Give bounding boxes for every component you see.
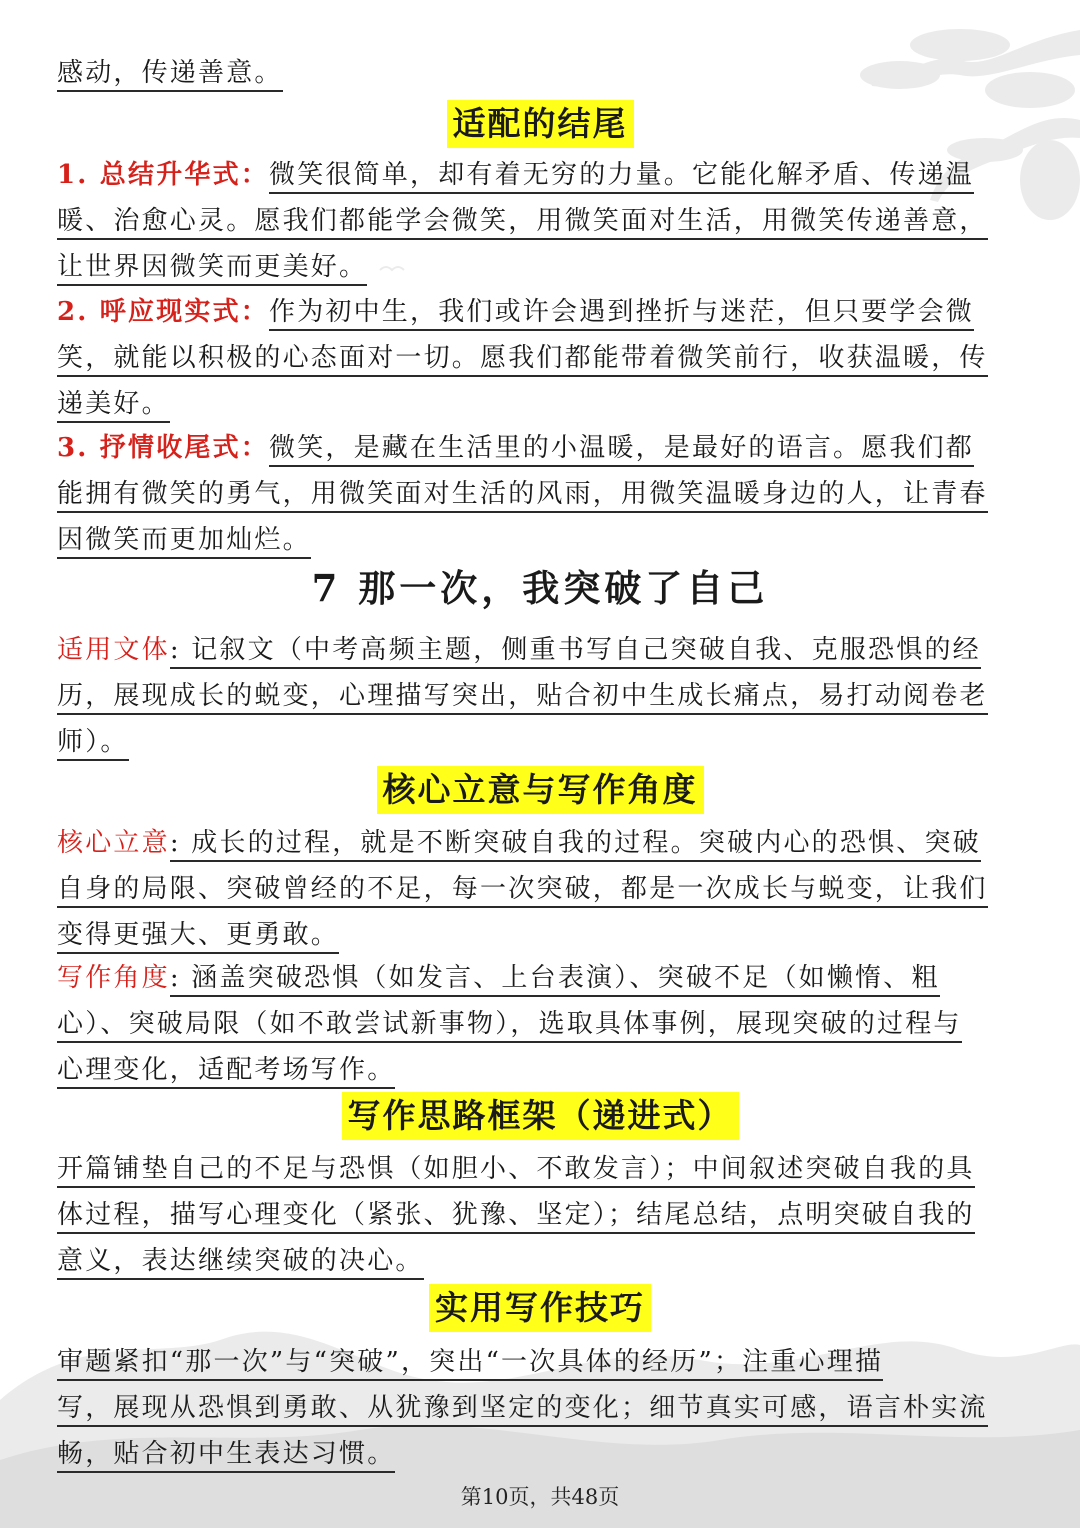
genre-label: 适用文体 — [57, 635, 170, 665]
page-number: 第10页，共48页 — [460, 1485, 620, 1509]
section-heading-core — [0, 766, 1080, 814]
framework-paragraph: 开篇铺垫自己的不足与恐惧（如胆小、不敢发言）；中间叙述突破自我的具 体过程，描写心理变化（紧张、犹豫、坚定）；结尾总结，点明突破自我的 意义，表达继续突破的决心。 — [57, 1146, 1017, 1284]
topic-title: 7 那一次，我突破了自己 — [311, 566, 769, 610]
core-idea-paragraph: 核心立意: 成长的过程，就是不断突破自我的过程。突破内心的恐惧、突破 自身的局限、突破曾经的不足，每一次突破，都是一次成长与蜕变，让我们 变得更强大、更勇敢。 — [57, 820, 1017, 958]
angle-label: 写作角度 — [57, 963, 170, 993]
genre-paragraph: 适用文体: 记叙文（中考高频主题，侧重书写自己突破自我、克服恐惧的经 历，展现成长的蜕变，心理描写突出，贴合初中生成长痛点，易打动阅卷老 师）。 — [57, 627, 1017, 765]
core-label: 核心立意 — [57, 828, 170, 858]
ending-item-2: 2. 呼应现实式：作为初中生，我们或许会遇到挫折与迷茫，但只要学会微 笑，就能以积极的心态面对一切。愿我们都能带着微笑前行，收获温暖，传 递美好。 — [57, 289, 1017, 427]
section-heading-ending — [0, 100, 1080, 148]
continued-text: 感动，传递善意。 — [57, 50, 1017, 96]
ending-item-1: 1. 总结升华式：微笑很简单，却有着无穷的力量。它能化解矛盾、传递温 暖、治愈心灵。愿我们都能学会微笑，用微笑面对生活，用微笑传递善意， 让世界因微笑而更美好。 — [57, 152, 1017, 290]
item-label: 1. 总结升华式： — [57, 160, 269, 190]
heading-highlight: 实用写作技巧 — [429, 1284, 651, 1332]
heading-highlight: 写作思路框架（递进式） — [342, 1092, 739, 1140]
section-heading-tips — [0, 1284, 1080, 1332]
tips-paragraph: 审题紧扣“那一次”与“突破”，突出“一次具体的经历”；注重心理描 写，展现从恐惧到勇敢、从犹豫到坚定的变化；细节真实可感，语言朴实流 畅，贴合初中生表达习惯。 — [57, 1339, 1017, 1477]
item-label: 3. 抒情收尾式： — [57, 433, 269, 463]
heading-highlight: 核心立意与写作角度 — [377, 766, 704, 814]
section-heading-framework — [0, 1092, 1080, 1140]
ending-item-3: 3. 抒情收尾式：微笑，是藏在生活里的小温暖，是最好的语言。愿我们都 能拥有微笑的勇气，用微笑面对生活的风雨，用微笑温暖身边的人，让青春 因微笑而更加灿烂。 — [57, 425, 1017, 563]
writing-angle-paragraph: 写作角度: 涵盖突破恐惧（如发言、上台表演）、突破不足（如懒惰、粗 心）、突破局限（如不敢尝试新事物），选取具体事例，展现突破的过程与 心理变化，适配考场写作。 — [57, 955, 1017, 1093]
item-label: 2. 呼应现实式： — [57, 297, 269, 327]
heading-highlight: 适配的结尾 — [447, 100, 634, 148]
